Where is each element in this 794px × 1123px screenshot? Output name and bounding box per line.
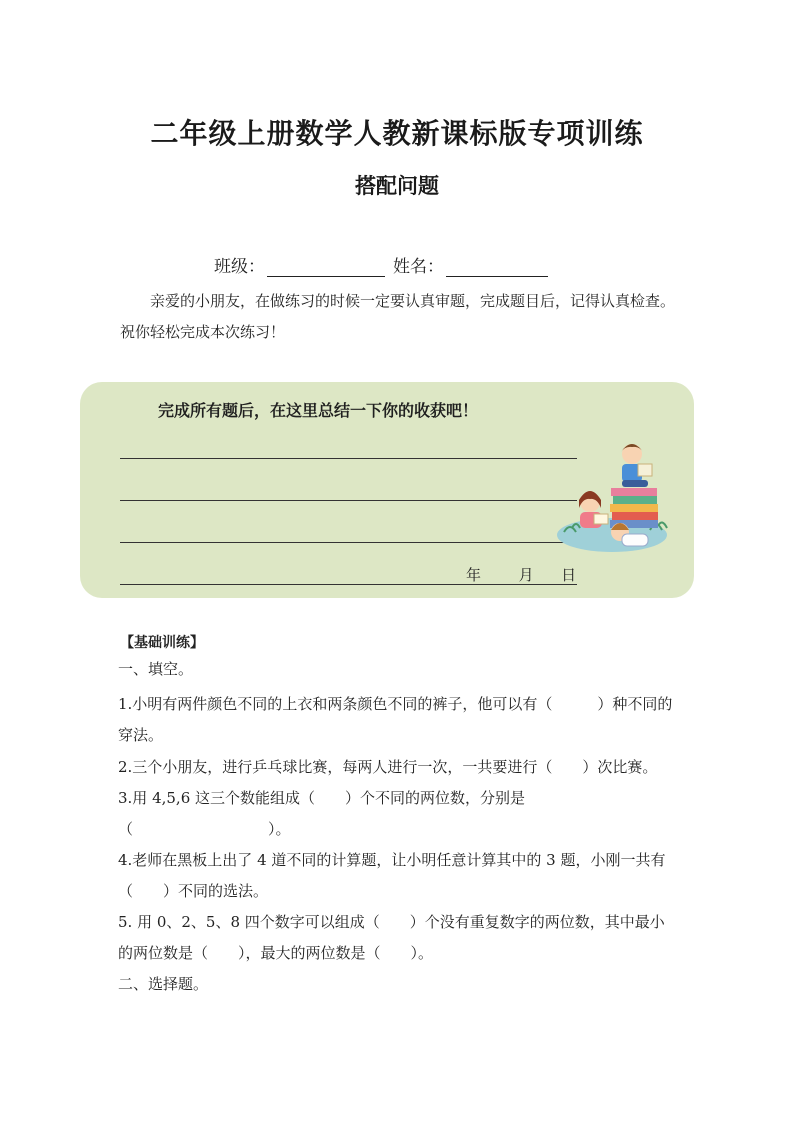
summary-line[interactable] bbox=[120, 458, 577, 459]
day-label: 日 bbox=[561, 566, 577, 584]
summary-prompt: 完成所有题后，在这里总结一下你的收获吧！ bbox=[158, 401, 479, 420]
children-reading-books-illustration bbox=[550, 430, 690, 560]
question-3: 3.用 4,5,6 这三个数能组成（ ）个不同的两位数，分别是（ ）。 bbox=[118, 789, 526, 838]
summary-line[interactable] bbox=[120, 542, 577, 543]
year-label: 年 bbox=[466, 566, 482, 584]
question-1: 1.小明有两件颜色不同的上衣和两条颜色不同的裤子，他可以有（ ）种不同的穿法。 bbox=[118, 695, 673, 744]
summary-line[interactable] bbox=[120, 500, 577, 501]
section-heading: 【基础训练】 bbox=[120, 635, 204, 651]
name-label: 姓名： bbox=[393, 257, 444, 277]
student-info-row bbox=[214, 252, 556, 277]
question-5: 5. 用 0、2、5、8 四个数字可以组成（ ）个没有重复数字的两位数，其中最小的两位数是（ ），最大的两位数是（ ）。 bbox=[118, 913, 665, 962]
part-two-heading: 二、选择题。 bbox=[118, 975, 209, 993]
page-title: 二年级上册数学人教新课标版专项训练 bbox=[150, 117, 644, 150]
page-subtitle: 搭配问题 bbox=[355, 174, 439, 198]
class-blank[interactable] bbox=[267, 258, 385, 277]
question-2: 2.三个小朋友，进行乒乓球比赛，每两人进行一次，一共要进行（ ）次比赛。 bbox=[118, 758, 658, 776]
question-4: 4.老师在黑板上出了 4 道不同的计算题，让小明任意计算其中的 3 题，小刚一共有（ ）不同的选法。 bbox=[118, 851, 666, 900]
month-label: 月 bbox=[518, 566, 534, 584]
intro-text: 亲爱的小朋友，在做练习的时候一定要认真审题，完成题目后，记得认真检查。祝你轻松完成本次练习！ bbox=[120, 292, 676, 341]
part-one-heading: 一、填空。 bbox=[118, 660, 194, 678]
summary-date bbox=[466, 564, 576, 585]
class-label: 班级： bbox=[214, 257, 265, 277]
summary-box bbox=[80, 382, 694, 598]
name-blank[interactable] bbox=[446, 258, 548, 277]
